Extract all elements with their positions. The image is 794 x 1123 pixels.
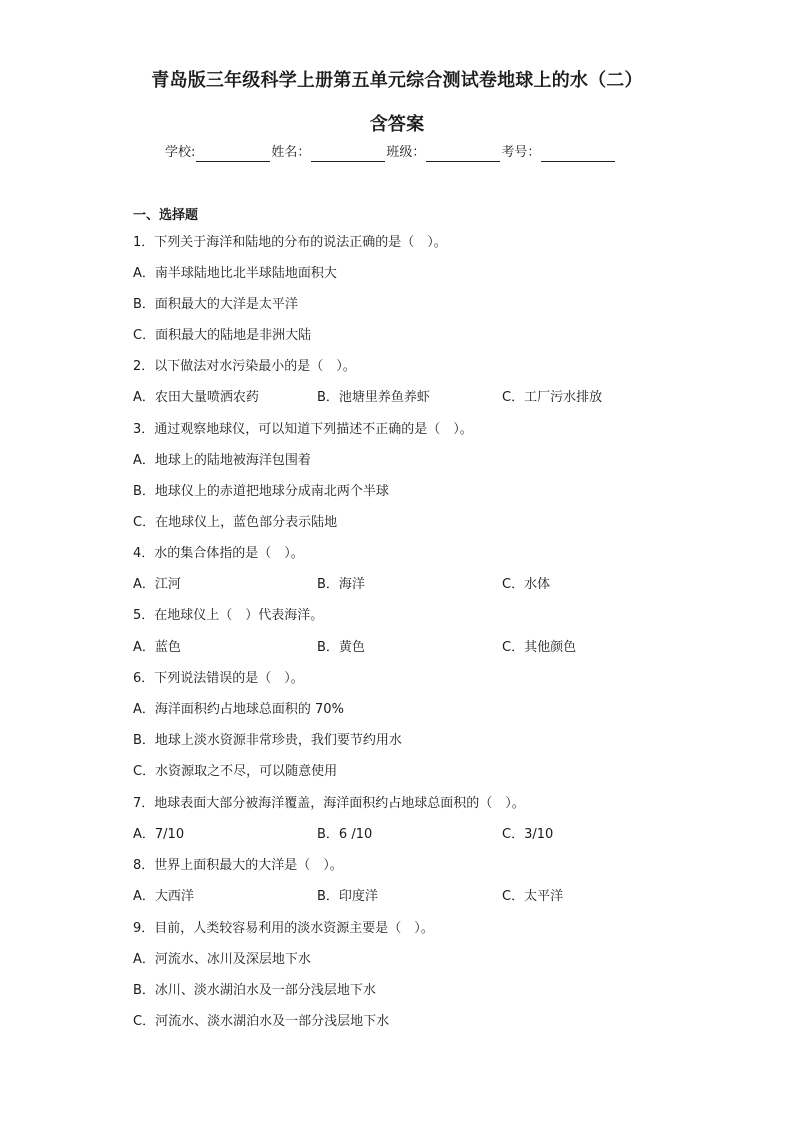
question-3-option-a: A．地球上的陆地被海洋包围着 [133, 453, 311, 468]
question-9-option-a: A．河流水、冰川及深层地下水 [133, 952, 311, 967]
question-2-option-c: C．工厂污水排放 [502, 390, 603, 405]
question-8-stem: 8．世界上面积最大的大洋是（ ）。 [133, 858, 343, 873]
question-8-option-c: C．太平洋 [502, 889, 564, 904]
question-6-option-c: C．水资源取之不尽，可以随意使用 [133, 764, 338, 779]
question-4-option-a: A．江河 [133, 577, 181, 592]
question-1-stem: 1．下列关于海洋和陆地的分布的说法正确的是（ ）。 [133, 235, 447, 250]
question-6-option-b: B．地球上淡水资源非常珍贵，我们要节约用水 [133, 733, 402, 748]
question-8-option-a: A．大西洋 [133, 889, 194, 904]
section-title: 一、选择题 [133, 208, 199, 223]
student-info-row [165, 144, 616, 162]
question-3-stem: 3．通过观察地球仪，可以知道下列描述不正确的是（ ）。 [133, 422, 473, 437]
document-title-line-1: 青岛版三年级科学上册第五单元综合测试卷地球上的水（二） [151, 70, 643, 91]
question-7-option-a: A．7/10 [133, 827, 185, 842]
question-2-option-b: B．池塘里养鱼养虾 [317, 390, 430, 405]
class-label: 班级： [386, 145, 426, 160]
question-5-option-a: A．蓝色 [133, 640, 181, 655]
question-9-stem: 9．目前，人类较容易利用的淡水资源主要是（ ）。 [133, 921, 434, 936]
question-4-option-c: C．水体 [502, 577, 551, 592]
exam-number-label: 考号： [501, 145, 541, 160]
school-blank[interactable] [196, 146, 270, 162]
question-8-option-b: B．印度洋 [317, 889, 378, 904]
question-9-option-c: C．河流水、淡水湖泊水及一部分浅层地下水 [133, 1014, 390, 1029]
question-7-stem: 7．地球表面大部分被海洋覆盖，海洋面积约占地球总面积的（ ）。 [133, 796, 525, 811]
question-6-option-a: A．海洋面积约占地球总面积的 70% [133, 702, 344, 717]
question-4-option-b: B．海洋 [317, 577, 365, 592]
question-3-option-b: B．地球仪上的赤道把地球分成南北两个半球 [133, 484, 389, 499]
question-9-option-b: B．冰川、淡水湖泊水及一部分浅层地下水 [133, 983, 376, 998]
question-2-option-a: A．农田大量喷洒农药 [133, 390, 259, 405]
question-1-option-a: A．南半球陆地比北半球陆地面积大 [133, 266, 337, 281]
question-5-option-b: B．黄色 [317, 640, 365, 655]
question-3-option-c: C．在地球仪上，蓝色部分表示陆地 [133, 515, 338, 530]
name-label: 姓名： [271, 145, 311, 160]
exam-number-field [501, 144, 616, 162]
class-blank[interactable] [426, 146, 500, 162]
exam-number-blank[interactable] [541, 146, 615, 162]
name-field [271, 144, 386, 162]
name-blank[interactable] [311, 146, 385, 162]
question-5-stem: 5．在地球仪上（ ）代表海洋。 [133, 608, 324, 623]
question-4-stem: 4．水的集合体指的是（ ）。 [133, 546, 304, 561]
question-6-stem: 6．下列说法错误的是（ ）。 [133, 671, 304, 686]
question-2-stem: 2．以下做法对水污染最小的是（ ）。 [133, 359, 356, 374]
class-field [386, 144, 501, 162]
question-1-option-c: C．面积最大的陆地是非洲大陆 [133, 328, 312, 343]
question-7-option-c: C．3/10 [502, 827, 554, 842]
school-field [165, 144, 271, 162]
school-label: 学校: [165, 145, 196, 160]
question-1-option-b: B．面积最大的大洋是太平洋 [133, 297, 298, 312]
document-title-line-2: 含答案 [369, 114, 425, 135]
question-5-option-c: C．其他颜色 [502, 640, 577, 655]
question-7-option-b: B．6 /10 [317, 827, 373, 842]
